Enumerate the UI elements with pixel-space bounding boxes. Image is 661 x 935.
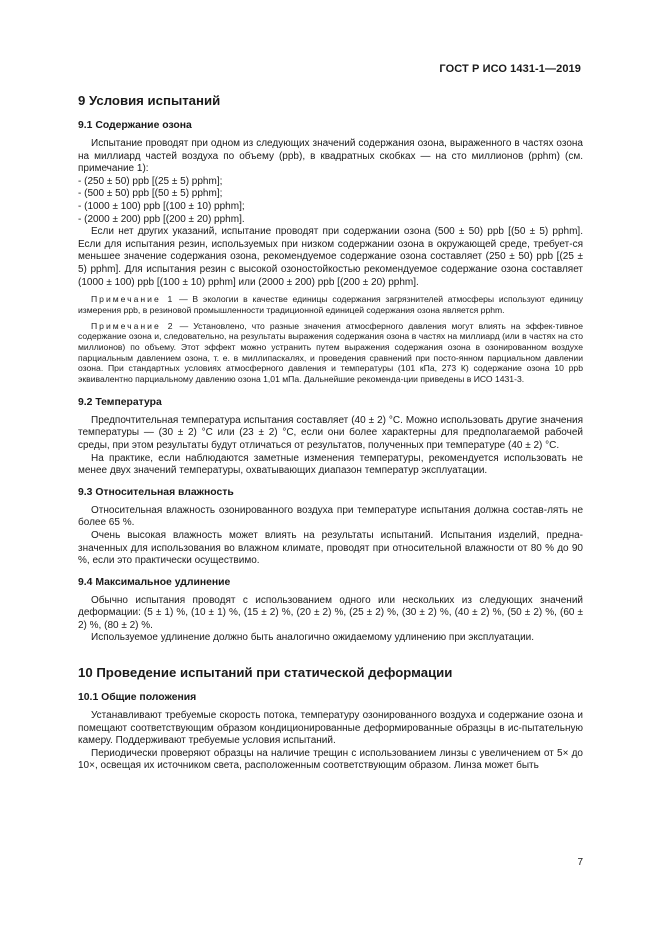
note-1-label: Примечание 1 <box>91 294 175 305</box>
subsection-9-3-title: 9.3 Относительная влажность <box>78 486 234 498</box>
list-item: - (2000 ± 200) ppb [(200 ± 20) pphm]. <box>78 213 245 225</box>
page-number: 7 <box>577 857 583 868</box>
paragraph-9-1-1: Испытание проводят при одном из следующих значений содержания озона, выраженного в частях озона на миллиард частей воздуха по объему (ppb), в квадратных скобках — на сто миллионов (pphm) (см. примечание 1): <box>78 138 583 175</box>
note-1-text: — В экологии в качестве единицы содержания загрязнителей атмосферы используют единицу измерения ppb, в резиновой промышленности традиционной единицей содержания озона является pphm. <box>78 294 583 315</box>
list-item: - (1000 ± 100) ppb [(100 ± 10) pphm]; <box>78 200 245 212</box>
subsection-10-1-title: 10.1 Общие положения <box>78 692 197 704</box>
subsection-9-1-title: 9.1 Содержание озона <box>78 120 192 131</box>
paragraph-9-2-2: На практике, если наблюдаются заметные изменения температуры, рекомендуется использовать не менее двух значений температуры, охватывающих диапазон температур эксплуатации. <box>78 452 583 477</box>
page-content <box>78 92 583 773</box>
paragraph-9-4-2: Используемое удлинение должно быть аналогично ожидаемому удлинению при эксплуатации. <box>91 632 535 644</box>
section-10-title: 10 Проведение испытаний при статической деформации <box>78 665 453 681</box>
paragraph-9-1-2: Если нет других указаний, испытание проводят при содержании озона (500 ± 50) ppb [(50 ± 5) pphm]. Если для испытания резин, используемых при низком содержании озона в окружающей среде, требует-ся меньшее значение содержания озона, рекомендуемое содержание озона составляет (250 ± 50) ppb [(25 ± 5) pphm]. Для испытания резин с высокой озоностойкостью рекомендуемое содержание озона составляет (1000 ± 100) ppb [(100 ± 10) pphm] или (2000 ± 200) ppb [(200 ± 20) pphm]. <box>78 226 583 288</box>
note-2 <box>78 321 583 385</box>
list-item: - (250 ± 50) ppb [(25 ± 5) pphm]; <box>78 175 223 187</box>
paragraph-9-2-1: Предпочтительная температура испытания составляет (40 ± 2) °С. Можно использовать другие значения температуры — (30 ± 2) °С или (23 ± 2) °С, если они более характерны для предполагаемой рабочей среды, при этом результаты будут отличаться от результатов, полученных при температуре (40 ± 2) °С. <box>78 414 583 451</box>
list-item: - (500 ± 50) ppb [(50 ± 5) pphm]; <box>78 188 223 200</box>
paragraph-10-1-2: Периодически проверяют образцы на наличие трещин с использованием линзы с увеличением от 5× до 10×, освещая их источником света, расположенным соответствующим образом. Линза может быть <box>78 747 583 772</box>
note-2-label: Примечание 2 <box>91 320 175 331</box>
paragraph-9-3-1: Относительная влажность озонированного воздуха при температуре испытания должна состав-лять не более 65 %. <box>78 504 583 529</box>
note-2-text: — Установлено, что разные значения атмосферного давления могут влиять на эффек-тивное содержание озона и, следовательно, на результаты выражения содержания озона в частях на миллиард (или в частях на сто миллионов) по объему. Этот эффект можно устранить путем выражения содержания озона в озонированном воздухе парциальным давлением озона, т. е. в миллипаскалях, и проведения сравнений при посто-янном парциальном давлении озона. При стандартных условиях атмосферного давления и температуры (101 кПа, 273 К) содержание озона 10 ppb эквивалентно парциальному давлению озона 1,01 мПа. Дальнейшие рекоменда-ции приведены в ИСО 1431-3. <box>78 320 583 385</box>
standard-code: ГОСТ Р ИСО 1431-1—2019 <box>439 63 581 75</box>
paragraph-10-1-1: Устанавливают требуемые скорость потока, температуру озонированного воздуха и содержание озона и помещают соответствующим образом кондиционированные деформированные образцы в ис-пытательную камеру. Поддерживают требуемые условия испытаний. <box>78 710 583 747</box>
paragraph-9-3-2: Очень высокая влажность может влиять на результаты испытаний. Испытания изделий, предна-значенных для использования во влажном климате, проводят при относительной влажности от 80 % до 90 %, если это практически осуществимо. <box>78 529 583 567</box>
section-9-title: 9 Условия испытаний <box>78 93 221 108</box>
paragraph-9-4-1: Обычно испытания проводят с использованием одного или нескольких из следующих значений деформации: (5 ± 1) %, (10 ± 1) %, (15 ± 2) %, (20 ± 2) %, (25 ± 2) %, (30 ± 2) %, (40 ± 2) %, (50 ± 2) %, (60 ± 2) %, (80 ± 2) %. <box>78 594 583 631</box>
subsection-9-2-title: 9.2 Температура <box>78 396 162 408</box>
ozone-concentration-list <box>78 176 583 226</box>
note-1 <box>78 294 583 315</box>
subsection-9-4-title: 9.4 Максимальное удлинение <box>78 576 231 588</box>
